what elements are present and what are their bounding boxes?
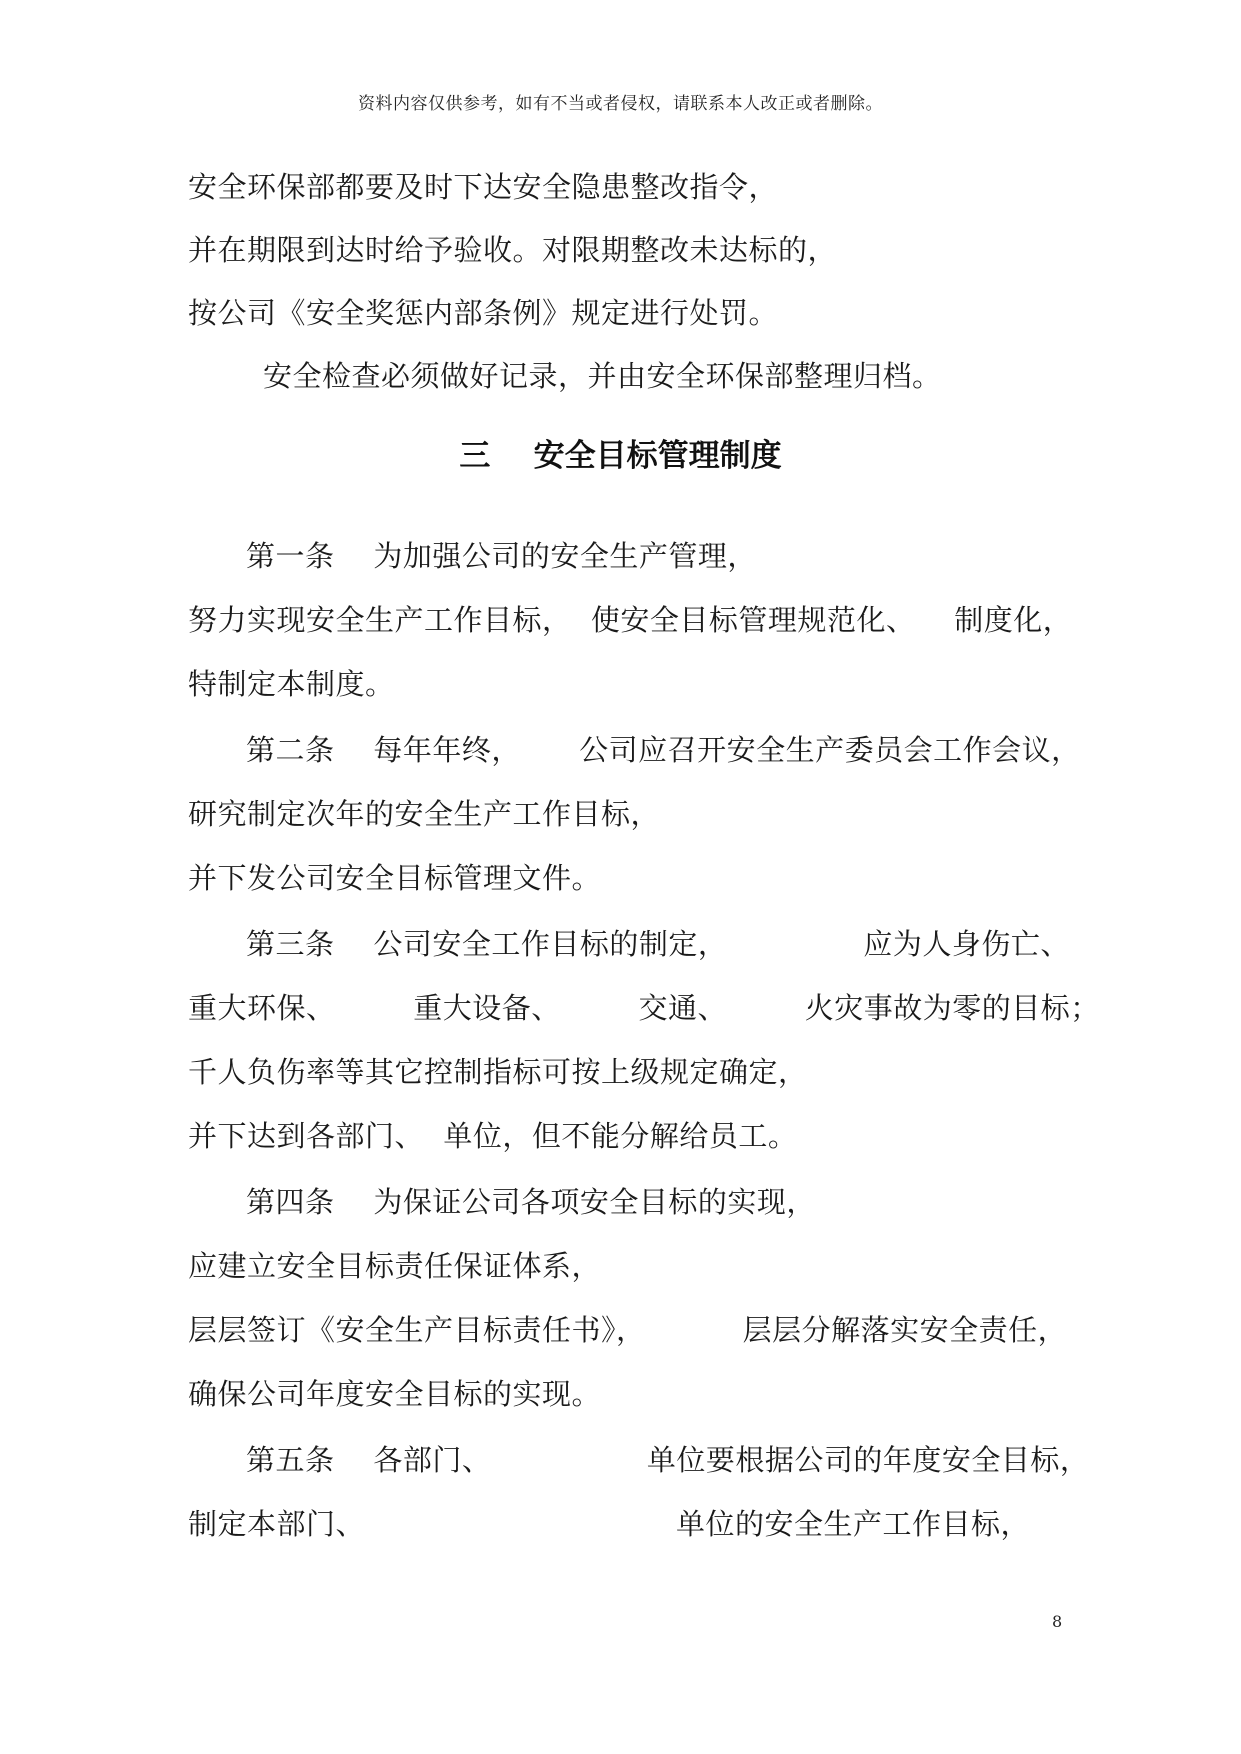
article-4-line: 层层签订《安全生产目标责任书》， 层层分解落实安全责任， [188,1313,1068,1347]
paragraph-line: 安全环保部都要及时下达安全隐患整改指令， [188,170,779,204]
article-3-line: 并下达到各部门、 单位，但不能分解给员工。 [188,1119,798,1153]
article-1-line: 特制定本制度。 [188,667,395,701]
article-5-line: 第五条 各部门、 单位要根据公司的年度安全目标， [246,1443,1090,1477]
paragraph-line: 并在期限到达时给予验收。对限期整改未达标的， [188,233,838,267]
paragraph-line: 安全检查必须做好记录，并由安全环保部整理归档。 [263,359,942,393]
article-2-line: 第二条 每年年终， 公司应召开安全生产委员会工作会议， [246,733,1081,767]
article-4-line: 确保公司年度安全目标的实现。 [188,1377,602,1411]
article-1-line: 努力实现安全生产工作目标， 使安全目标管理规范化、 制度化， [188,603,1073,637]
paragraph-line: 按公司《安全奖惩内部条例》规定进行处罚。 [188,296,779,330]
article-3-line: 千人负伤率等其它控制指标可按上级规定确定， [188,1055,808,1089]
article-2-line: 研究制定次年的安全生产工作目标， [188,797,661,831]
article-4-line: 应建立安全目标责任保证体系， [188,1249,602,1283]
page-number: 8 [1052,1612,1063,1631]
article-3-line: 重大环保、 重大设备、 交通、 火灾事故为零的目标； [188,991,1100,1025]
page-header-disclaimer: 资料内容仅供参考，如有不当或者侵权，请联系本人改正或者删除。 [358,94,883,114]
article-4-line: 第四条 为保证公司各项安全目标的实现， [246,1185,816,1219]
article-3-line: 第三条 公司安全工作目标的制定， 应为人身伤亡、 [246,927,1070,961]
article-1-line: 第一条 为加强公司的安全生产管理， [246,539,757,573]
article-5-line: 制定本部门、 单位的安全生产工作目标， [188,1507,1030,1541]
article-2-line: 并下发公司安全目标管理文件。 [188,861,602,895]
section-heading: 三 安全目标管理制度 [459,438,782,474]
